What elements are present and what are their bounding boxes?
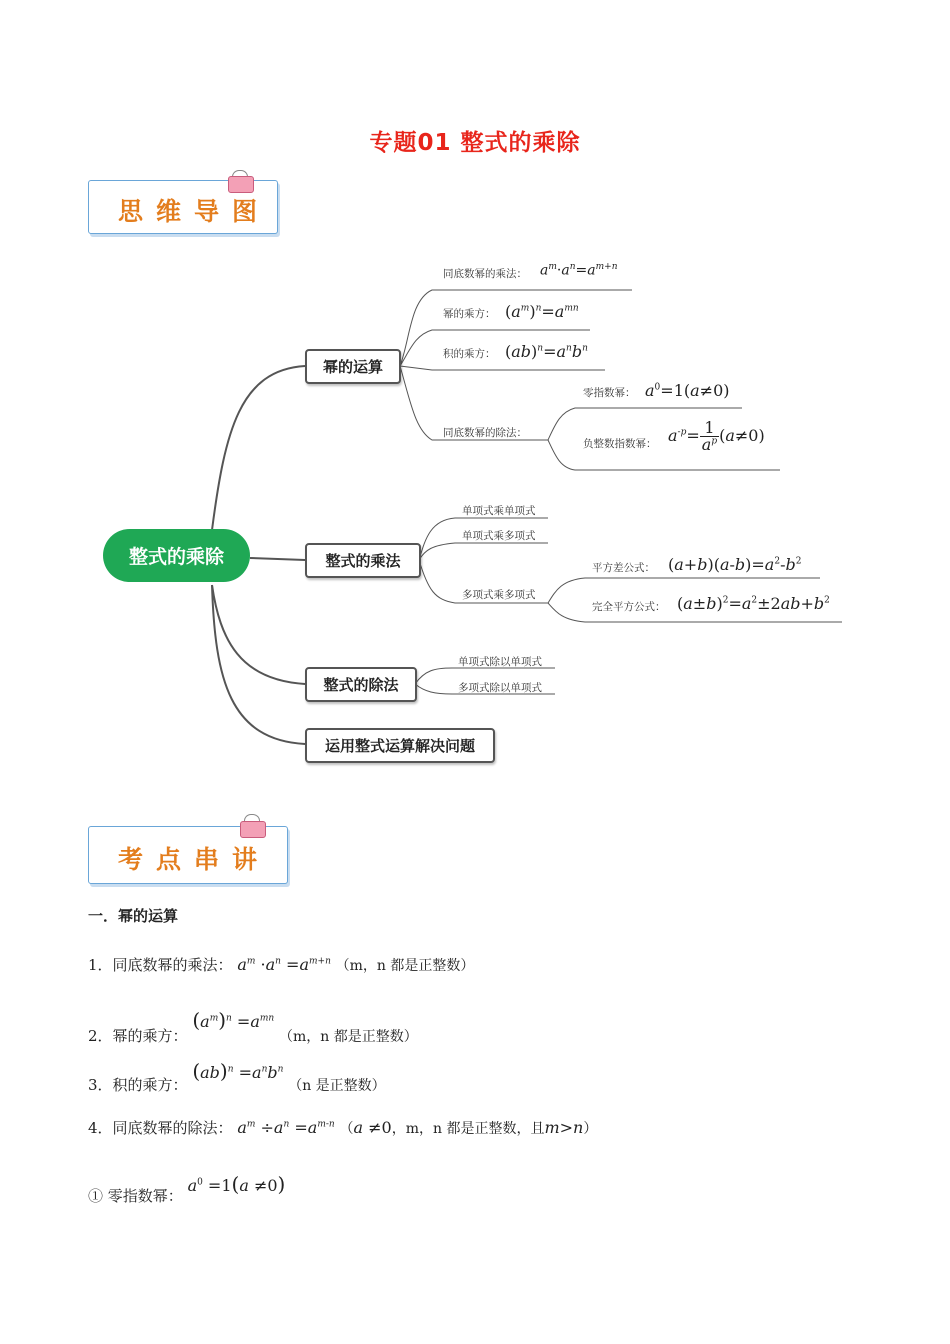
- leaf-power-of-product: 积的乘方：: [443, 348, 496, 360]
- point-5-label: ① 零指数幂：: [88, 1187, 183, 1205]
- point-5: [88, 1172, 286, 1206]
- branch-power-ops: 幂的运算: [305, 349, 401, 384]
- point-2-label: 2．幂的乘方：: [88, 1027, 188, 1045]
- mindmap-banner-text: 思维导图: [118, 197, 271, 226]
- leaf-diff-squares: 平方差公式：: [592, 562, 655, 574]
- point-4: 4．同底数幂的除法： $a^m \div a^n =a^{m-n}$ （a ≠0，m，n 都是正整数，且m>n）: [88, 1118, 598, 1137]
- point-2-formula: $(a^m)^n =a^{mn}$: [192, 1008, 275, 1032]
- point-1-label: 1．同底数幂的乘法：: [88, 956, 233, 974]
- formula-zero-exp: $a^0=1(a\ne 0)$: [645, 381, 730, 400]
- point-2: [88, 1008, 418, 1046]
- formula-diff-squares: $(a+b)(a-b)=a^2-b^2$: [668, 555, 802, 574]
- point-1: [88, 954, 474, 975]
- leaf-neg-exp: 负整数指数幂：: [583, 438, 657, 450]
- leaf-mono-poly: 单项式乘多项式: [462, 530, 536, 542]
- leaf-perfect-square: 完全平方公式：: [592, 601, 666, 613]
- leaf-zero-exp: 零指数幂：: [583, 387, 636, 399]
- mindmap-root: 整式的乘除: [103, 529, 250, 582]
- point-3-formula: $(ab)^n =a^nb^n$: [192, 1059, 284, 1083]
- section-power-ops: 一．幂的运算: [88, 907, 179, 925]
- point-3-note: （n 是正整数）: [288, 1078, 386, 1094]
- branch-division: 整式的除法: [305, 667, 417, 702]
- formula-perfect-square: $(a\pm b)^2=a^2\pm 2ab+b^2$: [677, 594, 830, 613]
- point-2-note: （m，n 都是正整数）: [279, 1029, 418, 1045]
- leaf-same-base-div: 同底数幂的除法：: [443, 427, 527, 439]
- point-4-formula: $a^m \div a^n =a^{m-n}$: [237, 1118, 335, 1137]
- leaf-poly-poly: 多项式乘多项式: [462, 589, 536, 601]
- point-3-label: 3．积的乘方：: [88, 1076, 188, 1094]
- formula-same-base-mul: $a^m\cdot a^n=a^{m+n}$: [540, 262, 618, 279]
- point-3: [88, 1059, 386, 1095]
- formula-power-of-power: $(a^m)^n=a^{mn}$: [505, 302, 579, 321]
- leaf-mono-mono: 单项式乘单项式: [462, 505, 536, 517]
- formula-neg-exp: $a^{-p}=$ $\frac{1}{a^p}$ (a≠0): [668, 418, 765, 454]
- point-5-formula: $a^0 =1(a \ne 0)$: [187, 1172, 286, 1196]
- leaf-power-of-power: 幂的乘方：: [443, 308, 496, 320]
- leaf-poly-div-mono: 多项式除以单项式: [458, 682, 542, 694]
- leaf-same-base-mul: 同底数幂的乘法：: [443, 268, 527, 280]
- points-banner-text: 考点串讲: [118, 845, 271, 874]
- branch-application: 运用整式运算解决问题: [305, 728, 495, 763]
- point-1-formula: $a^m \cdot a^n =a^{m+n}$: [237, 955, 331, 974]
- branch-multiplication: 整式的乘法: [305, 543, 421, 578]
- leaf-mono-div-mono: 单项式除以单项式: [458, 656, 542, 668]
- point-1-note: （m，n 都是正整数）: [335, 958, 475, 974]
- page-title: 专题01 整式的乘除: [369, 130, 581, 156]
- point-4-label: 4．同底数幂的除法：: [88, 1119, 233, 1137]
- points-banner: [88, 816, 293, 888]
- formula-power-of-product: $(ab)^n=a^nb^n$: [505, 342, 588, 361]
